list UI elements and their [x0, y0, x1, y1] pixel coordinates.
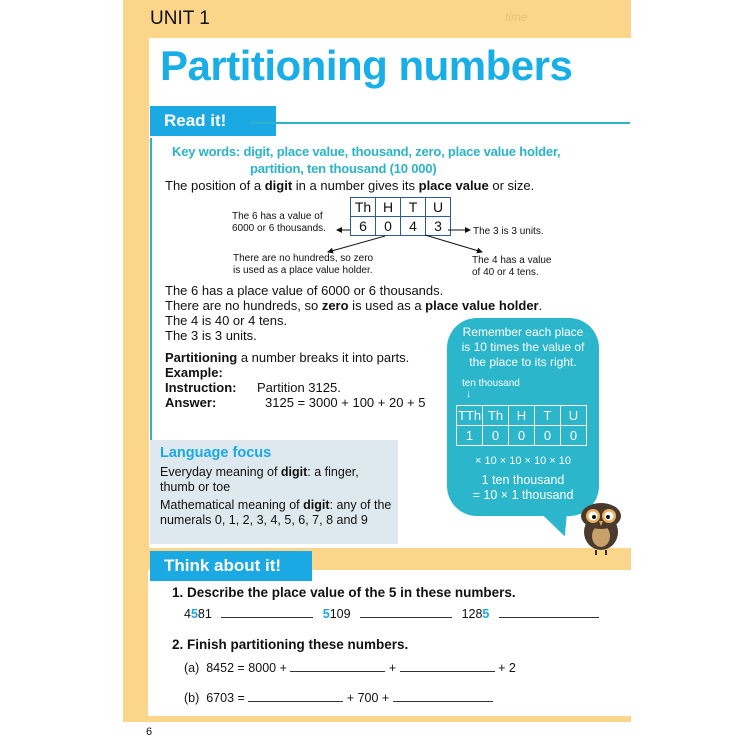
- page-number: 6: [146, 726, 153, 738]
- text: is used as a: [348, 298, 426, 313]
- text: + 700 +: [346, 691, 390, 705]
- text: 81: [197, 607, 212, 621]
- key-words-line: Key words: digit, place value, thousand, zero, place value holder,: [172, 144, 561, 159]
- text: in a number gives its: [292, 178, 419, 193]
- text: 3125 = 3000 + 100 + 20 + 5: [265, 395, 426, 410]
- header-cell: TTh: [457, 406, 483, 426]
- answer-blank[interactable]: [360, 607, 452, 618]
- note-line: of 40 or 4 tens.: [472, 267, 539, 278]
- text: : a finger, thumb or toe: [160, 465, 359, 494]
- note-line: 6000 or 6 thousands.: [232, 223, 326, 234]
- highlight-digit: 5: [190, 607, 198, 621]
- page-title: Partitioning numbers: [160, 42, 573, 89]
- value-cell: 3: [426, 217, 451, 236]
- answer-blank[interactable]: [393, 691, 493, 702]
- key-words-line: partition, ten thousand (10 000): [250, 161, 437, 176]
- text: + 2: [498, 661, 516, 675]
- time-decoration-icon: time: [505, 10, 528, 24]
- question-1: 1. Describe the place value of the 5 in these numbers.: [172, 585, 516, 600]
- question-2a: [184, 661, 516, 675]
- header-cell: H: [509, 406, 535, 426]
- text: place value holder: [425, 298, 539, 313]
- text: Answer:: [165, 395, 217, 410]
- value-cell: 0: [483, 426, 509, 446]
- ten-thousand-label: ten thousand: [462, 378, 520, 389]
- text: Mathematical meaning of: [160, 498, 304, 512]
- read-it-tab: Read it!: [150, 106, 276, 136]
- header-cell: Th: [351, 198, 376, 217]
- text: Partitioning: [165, 350, 238, 365]
- text: There are no hundreds, so: [165, 298, 322, 313]
- owl-icon: [578, 500, 624, 555]
- down-arrow-icon: ↓: [466, 388, 472, 400]
- bubble-place-value-table: [456, 405, 587, 446]
- value-cell: 1: [457, 426, 483, 446]
- text: 128: [461, 607, 483, 621]
- header-cell: U: [426, 198, 451, 217]
- partition-example: [165, 350, 425, 410]
- answer-blank[interactable]: [499, 607, 599, 618]
- text: zero: [321, 298, 349, 313]
- text: the place to its right.: [469, 355, 577, 369]
- text: = 10 × 1 thousand: [472, 488, 574, 502]
- text: 109: [329, 607, 351, 621]
- text: Remember each place: [462, 325, 584, 339]
- question-1-items: [184, 607, 599, 621]
- bubble-result: [447, 473, 599, 503]
- text: place value: [418, 178, 489, 193]
- highlight-digit: 5: [322, 607, 330, 621]
- text: 4: [184, 607, 191, 621]
- annotation-arrows: [0, 0, 750, 300]
- value-cell: 0: [376, 217, 401, 236]
- header-cell: H: [376, 198, 401, 217]
- text: (b): [184, 691, 200, 705]
- value-cell: 6: [351, 217, 376, 236]
- text: The 4 is 40 or 4 tens.: [165, 313, 288, 328]
- text: digit: [303, 498, 330, 512]
- text: Instruction:: [165, 380, 237, 395]
- think-about-it-tab: Think about it!: [150, 551, 312, 581]
- note-three: The 3 is 3 units.: [473, 226, 544, 237]
- text: or size.: [488, 178, 535, 193]
- note-line: The 4 has a value: [472, 255, 552, 266]
- header-cell: T: [401, 198, 426, 217]
- text: The 3 is 3 units.: [165, 328, 257, 343]
- text: digit: [280, 465, 308, 479]
- note-line: The 6 has a value of: [232, 211, 323, 222]
- note-zero: [233, 253, 373, 277]
- text: Example:: [165, 365, 223, 380]
- value-cell: 0: [535, 426, 561, 446]
- note-line: is used as a place value holder.: [233, 265, 373, 276]
- answer-blank[interactable]: [248, 691, 343, 702]
- note-line: There are no hundreds, so zero: [233, 253, 374, 264]
- header-cell: Th: [483, 406, 509, 426]
- text: Everyday meaning of: [160, 465, 281, 479]
- answer-blank[interactable]: [221, 607, 313, 618]
- highlight-digit: 5: [482, 607, 490, 621]
- text: 1 ten thousand: [481, 473, 565, 487]
- value-cell: 0: [509, 426, 535, 446]
- text: is 10 times the value of: [461, 340, 585, 354]
- value-cell: 4: [401, 217, 426, 236]
- question-2: 2. Finish partitioning these numbers.: [172, 637, 409, 652]
- unit-label: UNIT 1: [150, 8, 210, 29]
- value-cell: 0: [561, 426, 587, 446]
- text: digit: [264, 178, 293, 193]
- times-ten-labels: × 10 × 10 × 10 × 10: [474, 455, 572, 467]
- note-six: [232, 211, 326, 235]
- text: Partition 3125.: [257, 380, 341, 395]
- answer-blank[interactable]: [290, 661, 385, 672]
- text: +: [388, 661, 397, 675]
- header-cell: T: [535, 406, 561, 426]
- language-focus-title: Language focus: [160, 445, 272, 461]
- header-cell: U: [561, 406, 587, 426]
- text: The position of a: [165, 178, 265, 193]
- question-2b: [184, 691, 493, 705]
- language-focus-body: [160, 465, 395, 528]
- text: 6703 =: [206, 691, 245, 705]
- text: a number breaks it into parts.: [237, 350, 410, 365]
- text: 8452 = 8000 +: [206, 661, 287, 675]
- bubble-text: [447, 325, 599, 370]
- text: There are no hundreds, so zero is used as a place value holder.: [165, 298, 543, 313]
- text: : any of the numerals 0, 1, 2, 3, 4, 5, 6, 7, 8 and 9: [160, 498, 392, 527]
- note-four: [472, 255, 552, 279]
- answer-blank[interactable]: [400, 661, 495, 672]
- text: (a): [184, 661, 200, 675]
- text: The 6 has a place value of 6000 or 6 thousands.: [165, 283, 444, 298]
